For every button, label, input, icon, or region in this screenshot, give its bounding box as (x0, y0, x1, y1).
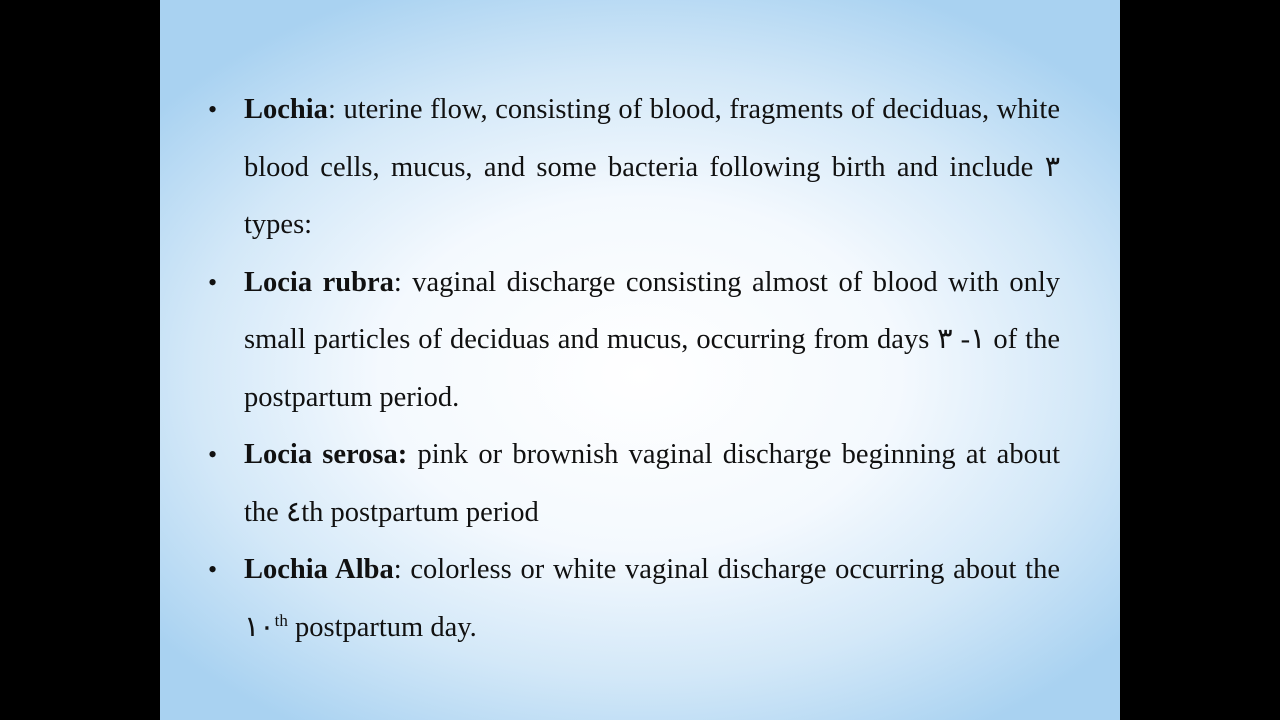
bullet-icon: • (208, 440, 218, 469)
bullet-icon: • (208, 95, 218, 124)
term-lochia-alba: Lochia Alba (244, 554, 394, 585)
definition-locia-rubra: : vaginal discharge consisting almost of blood with only small particles of deciduas and mucus, occurring from days ١- ٣ of the postpartum period. (244, 266, 1060, 413)
term-locia-rubra: Locia rubra (244, 266, 394, 298)
bullet-item-lochia-alba (206, 541, 1060, 656)
bullet-list (206, 81, 1060, 656)
bullet-icon: • (208, 555, 218, 584)
definition-lochia-alba: : colorless or white vaginal discharge occurring about the ١٠ (244, 554, 1060, 643)
bullet-item-lochia (206, 81, 1060, 254)
presentation-slide (160, 0, 1120, 720)
bullet-item-locia-rubra (206, 254, 1060, 427)
bullet-icon: • (208, 267, 218, 297)
definition-lochia-alba-end: postpartum day. (287, 611, 477, 643)
term-locia-serosa: Locia serosa: (244, 439, 408, 470)
ordinal-suffix: th (274, 610, 288, 630)
definition-locia-serosa: pink or brownish vaginal discharge beginning at about the ٤th postpartum period (244, 439, 1060, 528)
term-lochia: Lochia (244, 94, 328, 125)
bullet-item-locia-serosa (206, 426, 1060, 541)
definition-lochia: : uterine flow, consisting of blood, fragments of deciduas, white blood cells, mucus, and some bacteria following birth and include ٣ types: (244, 94, 1060, 240)
